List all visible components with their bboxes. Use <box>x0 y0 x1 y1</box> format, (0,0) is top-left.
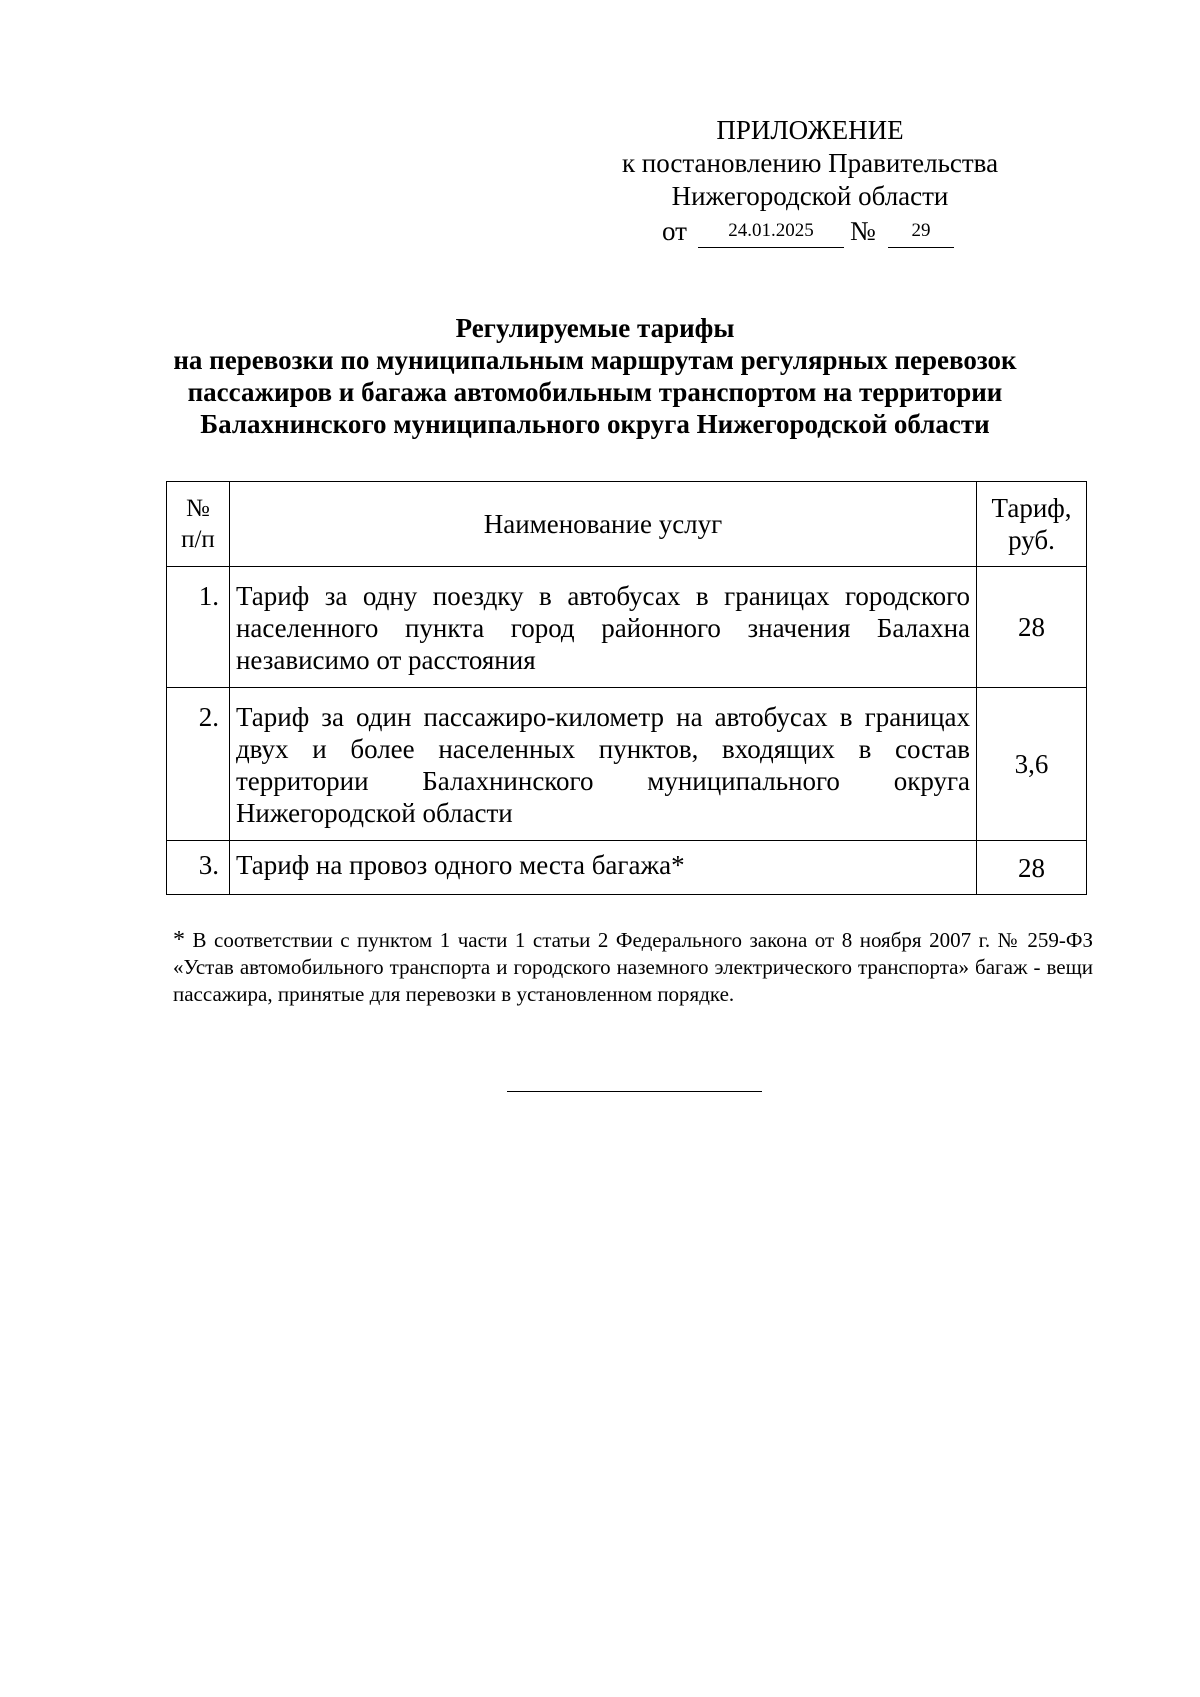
table-row <box>167 688 1087 841</box>
decree-reference <box>610 215 1010 251</box>
decree-date: 24.01.2025 <box>698 219 844 248</box>
row-service-name: Тариф за одну поездку в автобусах в границах городского населенного пункта город районного значения Балахна независимо от расстояния <box>229 567 976 688</box>
appendix-title: ПРИЛОЖЕНИЕ <box>716 115 904 145</box>
appendix-line-2: Нижегородской области <box>671 181 949 211</box>
header-number <box>167 482 230 567</box>
document-heading <box>120 312 1070 440</box>
tariff-table <box>166 481 1087 895</box>
decree-from-label: от <box>662 216 687 246</box>
heading-line-4: Балахнинского муниципального округа Нижегородской области <box>200 409 990 439</box>
heading-line-2: на перевозки по муниципальным маршрутам регулярных перевозок <box>173 345 1017 375</box>
heading-line-3: пассажиров и багажа автомобильным транспортом на территории <box>187 377 1003 407</box>
header-tariff-line-1: Тариф, <box>991 493 1072 523</box>
row-number: 3. <box>167 841 230 895</box>
header-tariff-line-2: руб. <box>1008 525 1055 555</box>
row-tariff: 3,6 <box>977 688 1087 841</box>
table-row <box>167 567 1087 688</box>
appendix-block <box>610 114 1010 251</box>
row-tariff: 28 <box>977 841 1087 895</box>
row-service-name: Тариф за один пассажиро-километр на автобусах в границах двух и более населенных пунктов, входящих в состав территории Балахнинского муниципального округа Нижегородской области <box>229 688 976 841</box>
closing-divider <box>507 1091 762 1092</box>
appendix-line-1: к постановлению Правительства <box>621 148 999 178</box>
row-number: 1. <box>167 567 230 688</box>
row-number: 2. <box>167 688 230 841</box>
decree-number-label: № <box>850 216 876 246</box>
heading-line-1: Регулируемые тарифы <box>455 313 735 343</box>
footnote-marker: * <box>173 927 185 953</box>
header-service-name: Наименование услуг <box>229 482 976 567</box>
row-tariff: 28 <box>977 567 1087 688</box>
row-service-name: Тариф на провоз одного места багажа* <box>229 841 976 895</box>
table-header-row <box>167 482 1087 567</box>
decree-number: 29 <box>888 219 954 248</box>
header-tariff <box>977 482 1087 567</box>
header-number-line-1: № <box>186 495 210 522</box>
header-number-line-2: п/п <box>181 526 215 553</box>
footnote <box>173 927 1093 1008</box>
footnote-text: В соответствии с пунктом 1 части 1 статьи 2 Федерального закона от 8 ноября 2007 г. № 259-ФЗ «Устав автомобильного транспорта и городского наземного электрического транспорта» багаж - вещи пассажира, принятые для перевозки в установленном порядке. <box>173 928 1093 1006</box>
table-row <box>167 841 1087 895</box>
